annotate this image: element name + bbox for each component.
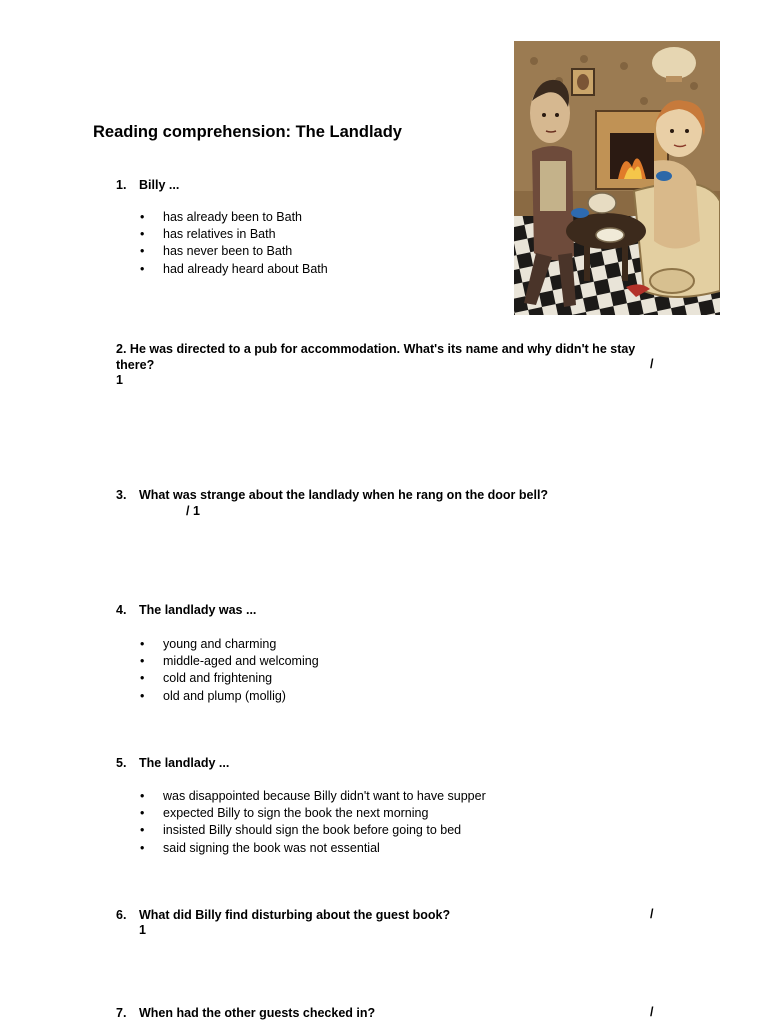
question-4-options xyxy=(140,636,319,705)
option-item[interactable]: • young and charming xyxy=(140,636,319,653)
question-number: 3. xyxy=(116,488,127,502)
option-item[interactable]: • said signing the book was not essential xyxy=(140,840,486,857)
option-item[interactable]: • old and plump (mollig) xyxy=(140,688,319,705)
option-item[interactable]: • insisted Billy should sign the book before going to bed xyxy=(140,822,486,839)
option-item[interactable]: • middle-aged and welcoming xyxy=(140,653,319,670)
option-item[interactable]: • had already heard about Bath xyxy=(140,261,328,278)
question-text: Billy ... xyxy=(139,178,180,192)
option-item[interactable]: • has relatives in Bath xyxy=(140,226,328,243)
question-2 xyxy=(116,341,661,373)
question-4 xyxy=(116,602,661,618)
option-item[interactable]: • has already been to Bath xyxy=(140,209,328,226)
question-text: The landlady ... xyxy=(139,756,230,770)
option-item[interactable]: • expected Billy to sign the book the next morning xyxy=(140,805,486,822)
option-item[interactable]: • cold and frightening xyxy=(140,670,319,687)
question-number: 1. xyxy=(116,178,127,192)
question-1 xyxy=(116,177,661,193)
question-number: 6. xyxy=(116,908,127,922)
question-7 xyxy=(116,1005,661,1021)
score-slash: / xyxy=(650,907,654,921)
question-number: 5. xyxy=(116,756,127,770)
score-slash: / xyxy=(650,1005,654,1019)
question-number: 4. xyxy=(116,603,127,617)
question-text: The landlady was ... xyxy=(139,603,257,617)
score-value: 1 xyxy=(139,923,146,937)
score-label: / 1 xyxy=(186,504,200,518)
question-number: 7. xyxy=(116,1006,127,1020)
question-3 xyxy=(116,487,661,503)
score-slash: / xyxy=(650,357,654,371)
page-title: Reading comprehension: The Landlady xyxy=(93,123,402,141)
option-item[interactable]: • was disappointed because Billy didn't want to have supper xyxy=(140,788,486,805)
question-text: He was directed to a pub for accommodation. What's its name and why didn't he stay there? xyxy=(116,342,636,372)
question-text: When had the other guests checked in? xyxy=(139,1006,376,1020)
question-6 xyxy=(116,907,661,923)
question-number: 2. xyxy=(116,342,127,356)
question-5-options xyxy=(140,788,486,857)
score-value: 1 xyxy=(116,373,123,387)
question-5 xyxy=(116,755,661,771)
question-text: What was strange about the landlady when he rang on the door bell? xyxy=(139,488,549,502)
question-text: What did Billy find disturbing about the guest book? xyxy=(139,908,451,922)
option-item[interactable]: • has never been to Bath xyxy=(140,243,328,260)
question-1-options xyxy=(140,209,328,278)
